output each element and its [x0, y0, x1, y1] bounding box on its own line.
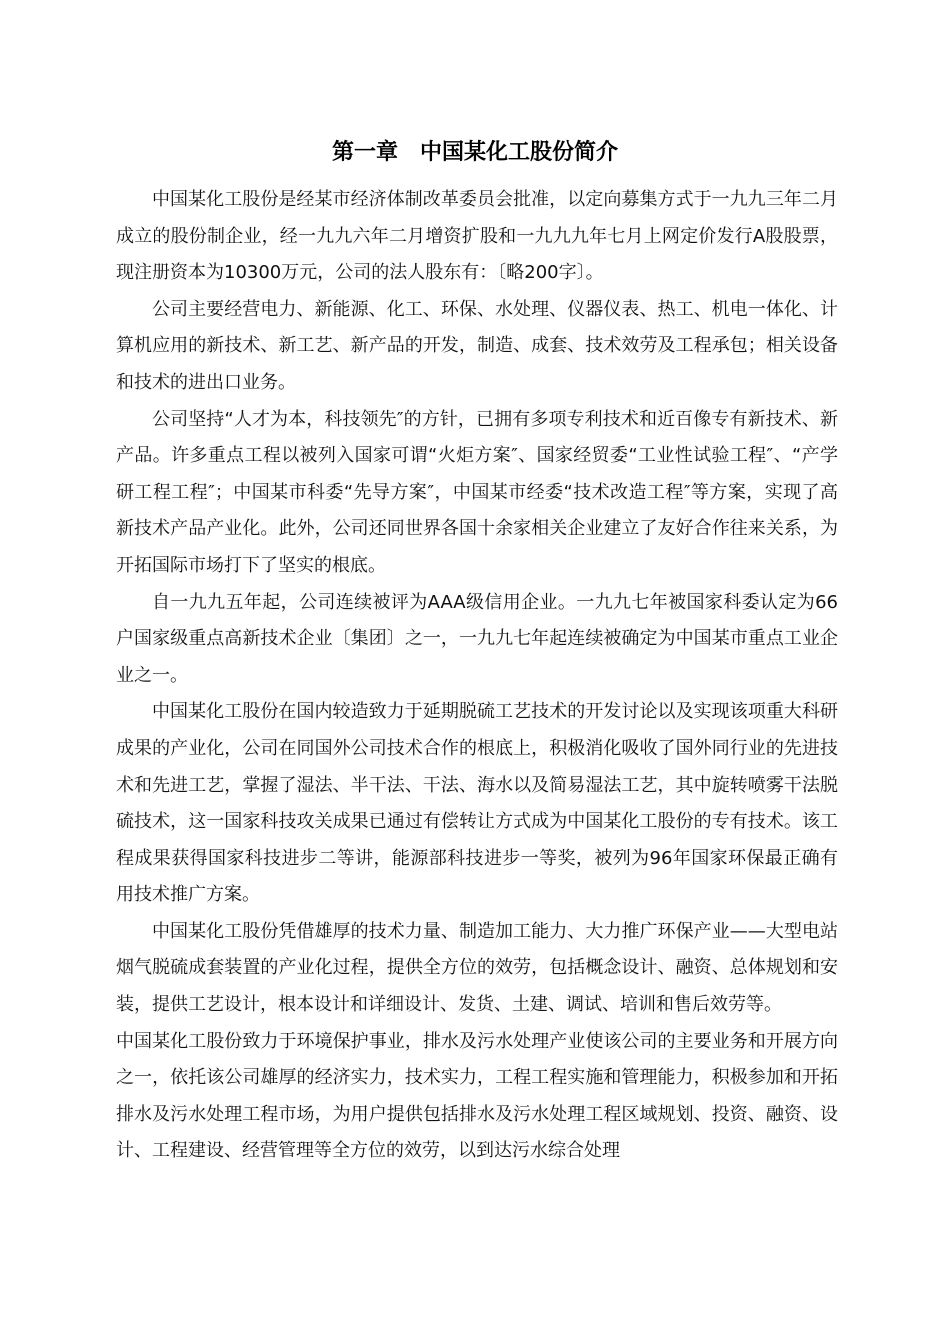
document-body [116, 182, 838, 1170]
paragraph-wastewater-treatment: 中国某化工股份致力于环境保护事业，排水及污水处理产业使该公司的主要业务和开展方向之一，依托该公司雄厚的经济实力，技术实力，工程工程实施和管理能力，积极参加和开拓排水及污水处理工程市场，为用户提供包括排水及污水处理工程区域规划、投资、融资、设计、工程建设、经营管理等全方位的效劳，以到达污水综合处理 [116, 1030, 838, 1162]
paragraph-desulfurization-tech: 中国某化工股份在国内较造致力于延期脱硫工艺技术的开发讨论以及实现该项重大科研成果的产业化，公司在同国外公司技术合作的根底上，积极消化吸收了国外同行业的先进技术和先进工艺，掌握了湿法、半干法、干法、海水以及简易湿法工艺，其中旋转喷雾干法脱硫技术，这一国家科技攻关成果已通过有偿转让方式成为中国某化工股份的专有技术。该工程成果获得国家科技进步二等讲，能源部科技进步一等奖，被列为96年国家环保最正确有用技术推广方案。 [116, 701, 838, 906]
paragraph-company-founding: 中国某化工股份是经某市经济体制改革委员会批准，以定向募集方式于一九九三年二月成立的股份制企业，经一九九六年二月增资扩股和一九九九年七月上网定价发行A股股票，现注册资本为10300万元，公司的法人股东有：〔略200字〕。 [116, 189, 838, 284]
paragraph-technology-policy: 公司坚持“人才为本，科技领先″的方针，已拥有多项专利技术和近百像专有新技术、新产品。许多重点工程以被列入国家可谓“火炬方案″、国家经贸委“工业性试验工程″、“产学研工程工程″；中国某市科委“先导方案″，中国某市经委“技术改造工程″等方案，实现了高新技术产品产业化。此外，公司还同世界各国十余家相关企业建立了友好合作往来关系，为开拓国际市场打下了坚实的根底。 [116, 408, 838, 576]
chapter-title: 第一章 中国某化工股份简介 [331, 139, 618, 165]
paragraph-environmental-industry: 中国某化工股份凭借雄厚的技术力量、制造加工能力、大力推广环保产业——大型电站烟气脱硫成套装置的产业化过程，提供全方位的效劳，包括概念设计、融资、总体规划和安装，提供工艺设计，根本设计和详细设计、发货、土建、调试、培训和售后效劳等。 [116, 920, 838, 1016]
paragraph-credit-rating: 自一九九五年起，公司连续被评为AAA级信用企业。一九九七年被国家科委认定为66户国家级重点高新技术企业〔集团〕之一，一九九七年起连续被确定为中国某市重点工业企业之一。 [116, 591, 838, 686]
paragraph-business-scope: 公司主要经营电力、新能源、化工、环保、水处理、仪器仪表、热工、机电一体化、计算机应用的新技术、新工艺、新产品的开发，制造、成套、技术效劳及工程承包；相关设备和技术的进出口业务。 [116, 298, 838, 393]
